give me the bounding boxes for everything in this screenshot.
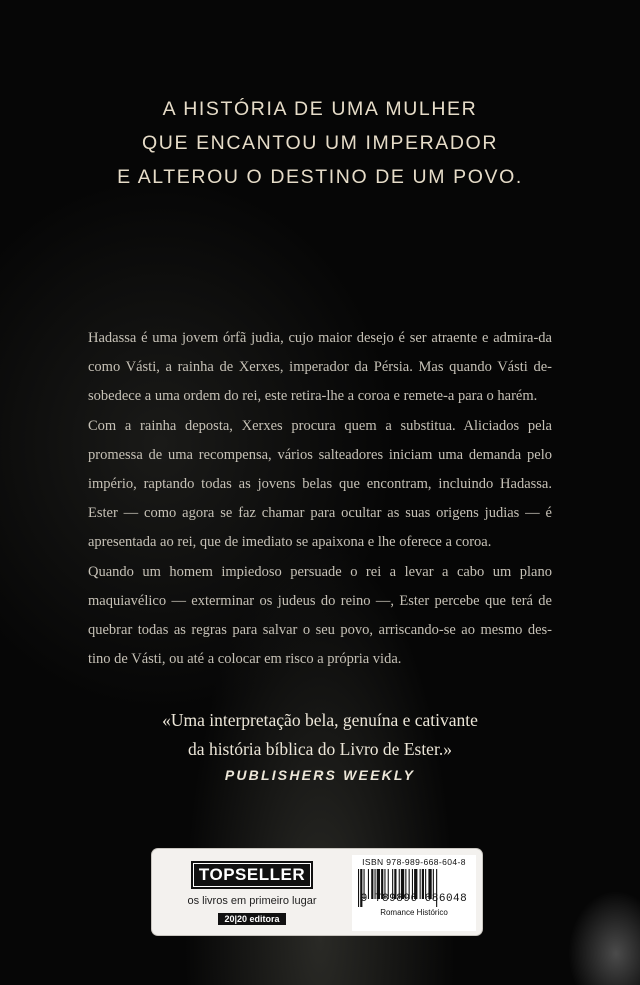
publisher-label	[152, 849, 482, 935]
quote-line-2: da história bíblica do Livro de Ester.»	[188, 739, 452, 759]
review-quote	[60, 706, 580, 783]
genre-text: Romance Histórico	[380, 908, 448, 917]
headline	[60, 92, 580, 194]
synopsis-paragraph-2: Com a rainha deposta, Xerxes procura quem a substitua. Aliciados pela promessa de uma recompensa, vários salteadores iniciam uma demanda pelo império, raptando todas as jovens belas que encontram, incluindo Hadassa. Ester — como agora se faz chamar para ocultar as suas origens judias — é apresentada ao rei, que de imediato se apaixona e lhe oferece a coroa.	[88, 417, 552, 551]
synopsis-paragraph-1: Hadassa é uma jovem órfã judia, cujo maior desejo é ser atraente e admira-da como Vásti, a rainha de Xerxes, imperador da Pérsia. Mas quando Vásti de-sobedece a uma ordem do rei, este retira-lhe a coroa e remete-a para o harém.	[88, 330, 552, 405]
light-speckle-decoration	[560, 880, 640, 985]
imprint-logo: 20|20 editora	[218, 913, 285, 925]
headline-line-3: E ALTEROU O DESTINO DE UM POVO.	[117, 166, 523, 188]
synopsis	[88, 324, 552, 674]
synopsis-paragraph-3: Quando um homem impiedoso persuade o rei a levar a cabo um plano maquiavélico — exterminar os judeus do reino —, Ester percebe que terá de quebrar todas as regras para salvar o seu povo, arriscando-se ao mesmo des-tino de Vásti, ou até a colocar em risco a própria vida.	[88, 563, 552, 668]
barcode-digits: 9 789896 686048	[360, 893, 468, 905]
barcode-block	[352, 855, 476, 931]
quote-line-1: «Uma interpretação bela, genuína e cativante	[162, 710, 478, 730]
quote-source: PUBLISHERS WEEKLY	[224, 767, 416, 783]
publisher-tagline: os livros em primeiro lugar	[187, 895, 317, 907]
isbn-text: ISBN 978-989-668-604-8	[362, 857, 466, 867]
publisher-block	[162, 859, 342, 929]
headline-line-2: QUE ENCANTOU UM IMPERADOR	[142, 132, 498, 154]
topseller-logo: TOPSELLER	[191, 861, 313, 889]
headline-line-1: A HISTÓRIA DE UMA MULHER	[162, 98, 478, 120]
